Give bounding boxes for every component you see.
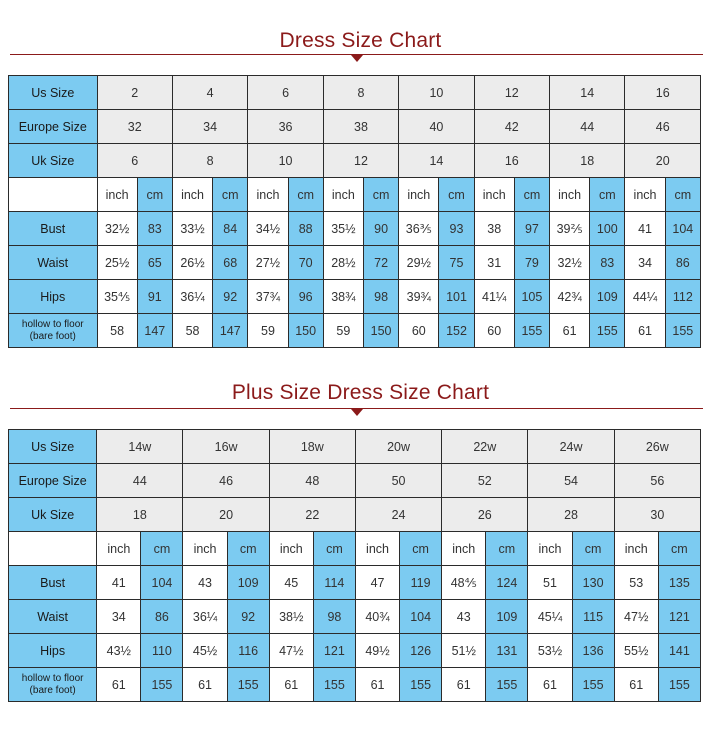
europe-size-value: 42: [474, 110, 549, 144]
plus-size-chart-header: [0, 380, 721, 420]
hips-inch: 44¼: [625, 280, 665, 314]
waist-cm: 72: [363, 246, 398, 280]
hollow-to-floor-inch: 61: [442, 668, 486, 702]
bust-cm: 104: [665, 212, 700, 246]
waist-cm: 68: [213, 246, 248, 280]
us-size-value: 4: [172, 76, 247, 110]
bust-cm: 124: [486, 566, 528, 600]
waist-cm: 65: [137, 246, 172, 280]
uk-size-value: 14: [399, 144, 474, 178]
hips-inch: 55½: [614, 634, 658, 668]
unit-inch: inch: [625, 178, 665, 212]
bust-cm: 90: [363, 212, 398, 246]
unit-inch: inch: [550, 178, 590, 212]
europe-size-value: 56: [614, 464, 700, 498]
hollow-to-floor-cm: 147: [137, 314, 172, 348]
unit-cm: cm: [590, 178, 625, 212]
bust-cm: 135: [658, 566, 700, 600]
waist-row: [9, 246, 701, 280]
us-size-label: Us Size: [9, 76, 98, 110]
hollow-to-floor-cm: 155: [514, 314, 549, 348]
unit-cm: cm: [141, 532, 183, 566]
uk-size-row: [9, 144, 701, 178]
unit-cm: cm: [658, 532, 700, 566]
us-size-value: 20w: [355, 430, 441, 464]
bust-row: [9, 566, 701, 600]
hollow-to-floor-label: hollow to floor (bare foot): [9, 314, 98, 348]
uk-size-value: 20: [183, 498, 269, 532]
europe-size-value: 48: [269, 464, 355, 498]
hollow-to-floor-cm: 155: [572, 668, 614, 702]
waist-inch: 45¼: [528, 600, 572, 634]
hips-inch: 51½: [442, 634, 486, 668]
bust-inch: 45: [269, 566, 313, 600]
hollow-to-floor-label: hollow to floor (bare foot): [9, 668, 97, 702]
hollow-to-floor-cm: 155: [665, 314, 700, 348]
bust-cm: 83: [137, 212, 172, 246]
uk-size-value: 28: [528, 498, 614, 532]
uk-size-value: 16: [474, 144, 549, 178]
hips-cm: 126: [400, 634, 442, 668]
europe-size-value: 40: [399, 110, 474, 144]
unit-inch: inch: [97, 178, 137, 212]
europe-size-value: 32: [97, 110, 172, 144]
hips-row: [9, 634, 701, 668]
hips-cm: 91: [137, 280, 172, 314]
uk-size-row: [9, 498, 701, 532]
us-size-row: [9, 430, 701, 464]
hips-inch: 43½: [97, 634, 141, 668]
bust-cm: 84: [213, 212, 248, 246]
unit-inch: inch: [355, 532, 399, 566]
hips-inch: 39¾: [399, 280, 439, 314]
unit-cm: cm: [313, 532, 355, 566]
hollow-to-floor-inch: 60: [399, 314, 439, 348]
us-size-value: 8: [323, 76, 398, 110]
unit-row: [9, 178, 701, 212]
hips-cm: 92: [213, 280, 248, 314]
bust-label: Bust: [9, 566, 97, 600]
bust-inch: 38: [474, 212, 514, 246]
hollow-to-floor-cm: 155: [590, 314, 625, 348]
waist-inch: 31: [474, 246, 514, 280]
unit-inch: inch: [474, 178, 514, 212]
europe-size-value: 38: [323, 110, 398, 144]
hips-cm: 112: [665, 280, 700, 314]
bust-cm: 109: [227, 566, 269, 600]
hollow-to-floor-cm: 150: [288, 314, 323, 348]
hollow-to-floor-inch: 61: [614, 668, 658, 702]
uk-size-value: 18: [550, 144, 625, 178]
unit-cm: cm: [363, 178, 398, 212]
hips-cm: 121: [313, 634, 355, 668]
unit-inch: inch: [323, 178, 363, 212]
bust-cm: 100: [590, 212, 625, 246]
hips-inch: 49½: [355, 634, 399, 668]
uk-size-value: 20: [625, 144, 701, 178]
unit-row: [9, 532, 701, 566]
bust-inch: 35½: [323, 212, 363, 246]
bust-inch: 41: [625, 212, 665, 246]
waist-cm: 121: [658, 600, 700, 634]
unit-inch: inch: [183, 532, 227, 566]
unit-cm: cm: [137, 178, 172, 212]
europe-size-value: 54: [528, 464, 614, 498]
plus-size-chart-title: Plus Size Dress Size Chart: [231, 381, 490, 404]
hollow-to-floor-inch: 59: [323, 314, 363, 348]
us-size-label: Us Size: [9, 430, 97, 464]
waist-inch: 28½: [323, 246, 363, 280]
waist-label: Waist: [9, 600, 97, 634]
waist-row: [9, 600, 701, 634]
unit-inch: inch: [614, 532, 658, 566]
waist-cm: 83: [590, 246, 625, 280]
us-size-value: 2: [97, 76, 172, 110]
hips-cm: 96: [288, 280, 323, 314]
uk-size-label: Uk Size: [9, 144, 98, 178]
unit-inch: inch: [248, 178, 288, 212]
hips-cm: 131: [486, 634, 528, 668]
unit-cm: cm: [572, 532, 614, 566]
us-size-value: 26w: [614, 430, 700, 464]
unit-row-blank: [9, 532, 97, 566]
europe-size-value: 34: [172, 110, 247, 144]
waist-cm: 109: [486, 600, 528, 634]
europe-size-value: 36: [248, 110, 323, 144]
bust-label: Bust: [9, 212, 98, 246]
hollow-to-floor-inch: 61: [528, 668, 572, 702]
waist-inch: 36¼: [183, 600, 227, 634]
hollow-to-floor-row: [9, 314, 701, 348]
unit-cm: cm: [227, 532, 269, 566]
waist-inch: 43: [442, 600, 486, 634]
hips-inch: 45½: [183, 634, 227, 668]
waist-inch: 29½: [399, 246, 439, 280]
unit-cm: cm: [400, 532, 442, 566]
hips-cm: 105: [514, 280, 549, 314]
hollow-to-floor-inch: 61: [183, 668, 227, 702]
hollow-to-floor-cm: 147: [213, 314, 248, 348]
hips-inch: 37¾: [248, 280, 288, 314]
bust-inch: 41: [97, 566, 141, 600]
us-size-value: 14: [550, 76, 625, 110]
bust-inch: 53: [614, 566, 658, 600]
hips-cm: 109: [590, 280, 625, 314]
dress-size-table: [8, 75, 701, 348]
hollow-to-floor-cm: 155: [141, 668, 183, 702]
bust-cm: 88: [288, 212, 323, 246]
waist-inch: 47½: [614, 600, 658, 634]
bust-inch: 36⅗: [399, 212, 439, 246]
waist-inch: 25½: [97, 246, 137, 280]
europe-size-value: 46: [183, 464, 269, 498]
hips-row: [9, 280, 701, 314]
waist-cm: 98: [313, 600, 355, 634]
waist-cm: 70: [288, 246, 323, 280]
bust-inch: 34½: [248, 212, 288, 246]
down-arrow-icon: [351, 55, 363, 62]
us-size-value: 12: [474, 76, 549, 110]
bust-inch: 47: [355, 566, 399, 600]
waist-cm: 79: [514, 246, 549, 280]
down-arrow-icon: [351, 409, 363, 416]
uk-size-value: 6: [97, 144, 172, 178]
hollow-to-floor-cm: 155: [227, 668, 269, 702]
waist-inch: 34: [97, 600, 141, 634]
us-size-value: 10: [399, 76, 474, 110]
us-size-value: 24w: [528, 430, 614, 464]
unit-inch: inch: [172, 178, 212, 212]
bust-cm: 93: [439, 212, 474, 246]
waist-inch: 38½: [269, 600, 313, 634]
bust-cm: 130: [572, 566, 614, 600]
europe-size-value: 52: [442, 464, 528, 498]
hollow-to-floor-inch: 61: [355, 668, 399, 702]
hips-inch: 38¾: [323, 280, 363, 314]
unit-cm: cm: [213, 178, 248, 212]
uk-size-value: 8: [172, 144, 247, 178]
bust-cm: 97: [514, 212, 549, 246]
europe-size-value: 50: [355, 464, 441, 498]
europe-size-label: Europe Size: [9, 464, 97, 498]
europe-size-row: [9, 110, 701, 144]
waist-cm: 75: [439, 246, 474, 280]
uk-size-value: 18: [97, 498, 183, 532]
hollow-to-floor-inch: 60: [474, 314, 514, 348]
uk-size-value: 30: [614, 498, 700, 532]
hollow-to-floor-cm: 150: [363, 314, 398, 348]
bust-cm: 119: [400, 566, 442, 600]
unit-inch: inch: [97, 532, 141, 566]
waist-inch: 26½: [172, 246, 212, 280]
unit-cm: cm: [486, 532, 528, 566]
bust-row: [9, 212, 701, 246]
waist-inch: 40¾: [355, 600, 399, 634]
uk-size-value: 22: [269, 498, 355, 532]
hollow-to-floor-inch: 59: [248, 314, 288, 348]
unit-inch: inch: [269, 532, 313, 566]
waist-label: Waist: [9, 246, 98, 280]
hollow-to-floor-cm: 155: [658, 668, 700, 702]
europe-size-value: 44: [550, 110, 625, 144]
hips-inch: 41¼: [474, 280, 514, 314]
europe-size-value: 44: [97, 464, 183, 498]
waist-cm: 92: [227, 600, 269, 634]
europe-size-label: Europe Size: [9, 110, 98, 144]
waist-inch: 34: [625, 246, 665, 280]
unit-cm: cm: [439, 178, 474, 212]
hips-inch: 53½: [528, 634, 572, 668]
europe-size-value: 46: [625, 110, 701, 144]
hollow-to-floor-row: [9, 668, 701, 702]
hips-cm: 110: [141, 634, 183, 668]
waist-cm: 86: [141, 600, 183, 634]
bust-inch: 48⅘: [442, 566, 486, 600]
hollow-to-floor-cm: 152: [439, 314, 474, 348]
us-size-value: 16w: [183, 430, 269, 464]
europe-size-row: [9, 464, 701, 498]
hollow-to-floor-inch: 58: [172, 314, 212, 348]
unit-cm: cm: [288, 178, 323, 212]
hips-inch: 35⅘: [97, 280, 137, 314]
hips-cm: 136: [572, 634, 614, 668]
bust-inch: 39⅖: [550, 212, 590, 246]
uk-size-value: 24: [355, 498, 441, 532]
hollow-to-floor-inch: 61: [269, 668, 313, 702]
unit-inch: inch: [442, 532, 486, 566]
bust-inch: 51: [528, 566, 572, 600]
hollow-to-floor-cm: 155: [313, 668, 355, 702]
hips-inch: 36¼: [172, 280, 212, 314]
us-size-value: 14w: [97, 430, 183, 464]
us-size-value: 22w: [442, 430, 528, 464]
hollow-to-floor-inch: 61: [550, 314, 590, 348]
hips-cm: 101: [439, 280, 474, 314]
hollow-to-floor-cm: 155: [400, 668, 442, 702]
unit-inch: inch: [399, 178, 439, 212]
dress-size-chart-title: Dress Size Chart: [279, 29, 442, 52]
plus-size-table: [8, 429, 701, 702]
us-size-row: [9, 76, 701, 110]
uk-size-value: 10: [248, 144, 323, 178]
waist-cm: 104: [400, 600, 442, 634]
hips-cm: 141: [658, 634, 700, 668]
hips-cm: 98: [363, 280, 398, 314]
waist-cm: 115: [572, 600, 614, 634]
hollow-to-floor-inch: 61: [625, 314, 665, 348]
us-size-value: 6: [248, 76, 323, 110]
bust-inch: 32½: [97, 212, 137, 246]
hollow-to-floor-cm: 155: [486, 668, 528, 702]
us-size-value: 16: [625, 76, 701, 110]
dress-size-chart-header: [0, 28, 721, 68]
uk-size-value: 26: [442, 498, 528, 532]
hollow-to-floor-inch: 61: [97, 668, 141, 702]
unit-cm: cm: [514, 178, 549, 212]
waist-inch: 32½: [550, 246, 590, 280]
bust-inch: 43: [183, 566, 227, 600]
hips-inch: 42¾: [550, 280, 590, 314]
hips-label: Hips: [9, 634, 97, 668]
hips-inch: 47½: [269, 634, 313, 668]
bust-cm: 104: [141, 566, 183, 600]
hips-label: Hips: [9, 280, 98, 314]
waist-inch: 27½: [248, 246, 288, 280]
unit-inch: inch: [528, 532, 572, 566]
hips-cm: 116: [227, 634, 269, 668]
bust-inch: 33½: [172, 212, 212, 246]
us-size-value: 18w: [269, 430, 355, 464]
unit-cm: cm: [665, 178, 700, 212]
bust-cm: 114: [313, 566, 355, 600]
uk-size-label: Uk Size: [9, 498, 97, 532]
waist-cm: 86: [665, 246, 700, 280]
unit-row-blank: [9, 178, 98, 212]
uk-size-value: 12: [323, 144, 398, 178]
hollow-to-floor-inch: 58: [97, 314, 137, 348]
